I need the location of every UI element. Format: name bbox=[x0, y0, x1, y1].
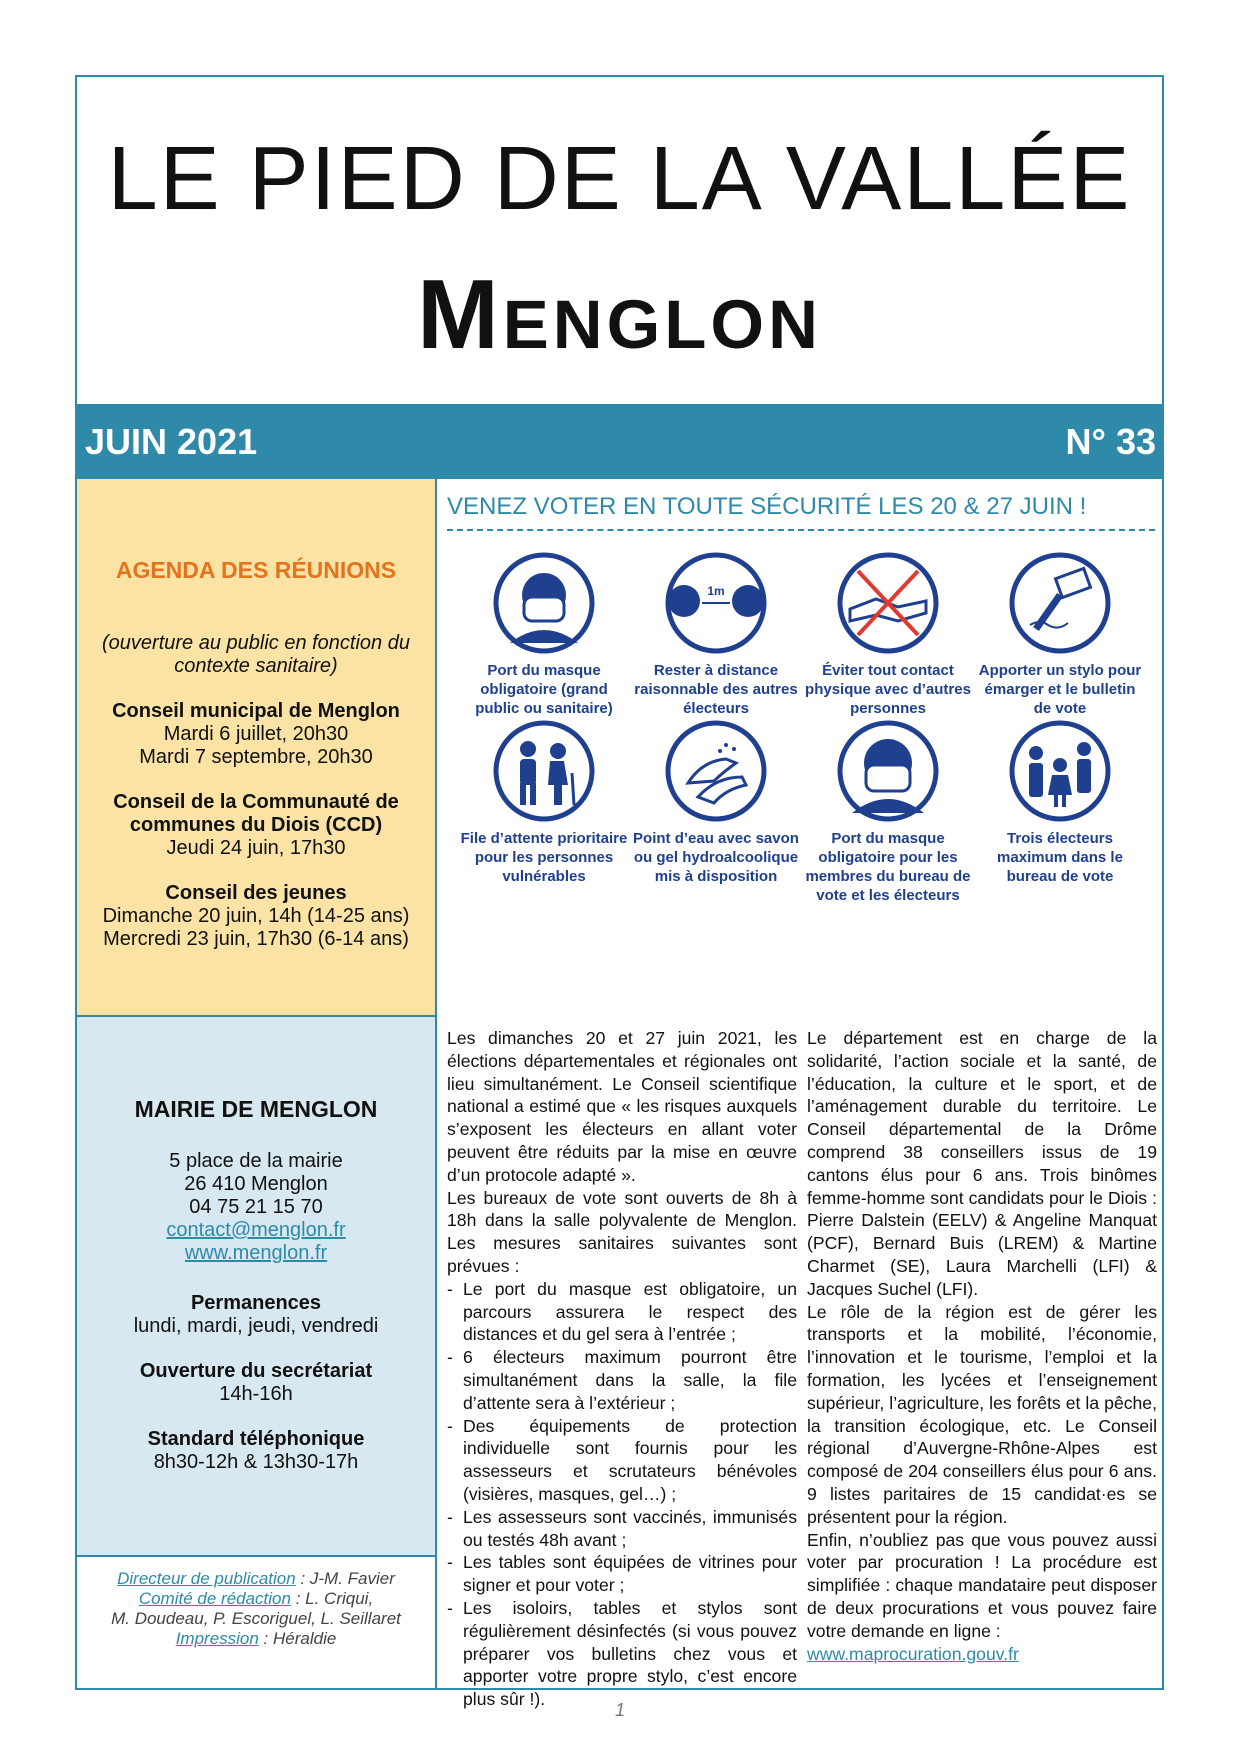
hours-block bbox=[77, 1292, 435, 1338]
list-item: - Les isoloirs, tables et stylos sont régulièrement désinfectés (si vous pouvez préparer vos bulletins chez vous et apporter votre propre stylo, c’est encore plus sûr !). bbox=[447, 1597, 797, 1711]
pictogram-caption: Point d’eau avec savon ou gel hydroalcoolique mis à disposition bbox=[633, 830, 799, 885]
mairie-heading: MAIRIE DE MENGLON bbox=[134, 1096, 378, 1122]
agenda-note: (ouverture au public en fonction du contexte sanitaire) bbox=[102, 632, 410, 677]
credits-box bbox=[77, 1555, 437, 1690]
credits-committee-value: M. Doudeau, P. Escoriguel, L. Seillaret bbox=[111, 1609, 401, 1628]
list-item: - Des équipements de protection individuelle sont fournis pour les assesseurs et scrutateurs bénévoles (visières, masques, gel…) ; bbox=[447, 1415, 797, 1506]
agenda-event-date: Dimanche 20 juin, 14h (14-25 ans) bbox=[102, 905, 410, 927]
hours-value: 8h30-12h & 13h30-17h bbox=[153, 1451, 359, 1473]
procuration-link[interactable]: www.maprocuration.gouv.fr bbox=[807, 1643, 1019, 1664]
pictogram bbox=[975, 551, 1145, 718]
newsletter-frame bbox=[75, 75, 1164, 1710]
credits-print-value: : Héraldie bbox=[258, 1629, 337, 1648]
agenda-event-title: Conseil municipal de Menglon bbox=[112, 700, 400, 722]
issue-bar bbox=[77, 404, 1162, 479]
agenda-box bbox=[77, 479, 437, 1015]
address-line: 5 place de la mairie bbox=[169, 1150, 343, 1172]
credits-director-label: Directeur de publication bbox=[117, 1569, 296, 1588]
pictogram-caption: Éviter tout contact physique avec d’autres personnes bbox=[805, 662, 971, 717]
article-column-1 bbox=[447, 1027, 797, 1711]
agenda-event-date: Jeudi 24 juin, 17h30 bbox=[166, 837, 346, 859]
distance-label: 1m bbox=[707, 584, 725, 598]
pictogram bbox=[631, 719, 801, 886]
pictogram bbox=[631, 551, 801, 718]
hours-value: lundi, mardi, jeudi, vendredi bbox=[133, 1315, 379, 1337]
hours-block bbox=[77, 1360, 435, 1406]
article-headline: VENEZ VOTER EN TOUTE SÉCURITÉ LES 20 & 27 JUIN ! bbox=[447, 493, 1155, 531]
agenda-event bbox=[77, 882, 435, 951]
measures-list bbox=[447, 1278, 797, 1711]
paragraph: Le rôle de la région est de gérer les transports et la mobilité, l’économie, l’innovation et le tourisme, l’emploi et la formation, les lycées et l’enseignement supérieur, l’agriculture, les forêts et la pêche, la transition écologique, etc. Le Conseil régional d’Auvergne-Rhône-Alpes est composé de 204 conseillers élus pour 6 ans. 9 listes paritaires de 15 candidat·es se présentent pour la région. bbox=[807, 1301, 1157, 1527]
pictogram-caption: Trois électeurs maximum dans le bureau de vote bbox=[997, 830, 1123, 885]
list-item: - Les assesseurs sont vaccinés, immunisés ou testés 48h avant ; bbox=[447, 1506, 797, 1552]
pictogram bbox=[803, 551, 973, 718]
agenda-heading: AGENDA DES RÉUNIONS bbox=[115, 557, 397, 583]
hand-gel-icon bbox=[664, 719, 768, 823]
mairie-hours bbox=[77, 1292, 435, 1496]
paragraph: Les dimanches 20 et 27 juin 2021, les élections départementales et régionales ont lieu simultanément. Le Conseil scientifique national a estimé que « les risques auxquels s’exposent les électeurs en allant voter peuvent être réduits par la mise en œuvre d’un protocole adapté ». bbox=[447, 1028, 797, 1185]
distance-icon bbox=[664, 551, 768, 655]
issue-number: N° 33 bbox=[1065, 421, 1156, 462]
paragraph: Les bureaux de vote sont ouverts de 8h à 18h dans la salle polyvalente de Menglon. Les mesures sanitaires suivantes sont prévues : bbox=[447, 1187, 797, 1276]
hours-title: Ouverture du secrétariat bbox=[139, 1360, 373, 1382]
list-item: - Les tables sont équipées de vitrines pour signer et pour voter ; bbox=[447, 1551, 797, 1597]
hours-title: Permanences bbox=[190, 1292, 322, 1314]
pictogram bbox=[975, 719, 1145, 886]
credits-director-value: : J-M. Favier bbox=[295, 1569, 395, 1588]
pictogram-caption: Port du masque obligatoire pour les membres du bureau de vote et les électeurs bbox=[805, 830, 971, 904]
page-number: 1 bbox=[614, 1700, 625, 1720]
credits-committee-label: Comité de rédaction bbox=[138, 1589, 291, 1608]
mairie-address bbox=[77, 1150, 435, 1265]
hours-value: 14h-16h bbox=[219, 1383, 293, 1405]
pictogram-caption: Port du masque obligatoire (grand public ou sanitaire) bbox=[475, 662, 613, 717]
agenda-event bbox=[77, 700, 435, 769]
pictogram-caption: File d’attente prioritaire pour les personnes vulnérables bbox=[460, 830, 628, 885]
priority-queue-icon bbox=[492, 719, 596, 823]
agenda-event-title: Conseil des jeunes bbox=[165, 882, 347, 904]
agenda-event-date: Mardi 6 juillet, 20h30 bbox=[163, 723, 349, 745]
no-handshake-icon bbox=[836, 551, 940, 655]
pictogram bbox=[803, 719, 973, 905]
pictogram-caption: Apporter un stylo pour émarger et le bulletin de vote bbox=[978, 662, 1142, 717]
hours-block bbox=[77, 1428, 435, 1474]
pen-icon bbox=[1008, 551, 1112, 655]
credits-print-label: Impression bbox=[175, 1629, 259, 1648]
pictogram bbox=[459, 719, 629, 886]
issue-date: JUIN 2021 bbox=[85, 421, 258, 462]
paragraph: Le département est en charge de la solidarité, l’action sociale et la santé, de l’éducation, la culture et le sport, et de l’aménagement durable du territoire. Le Conseil départemental de la Drôme comprend 38 conseillers issus de 19 cantons élus pour 6 ans. Trois binômes femme-homme sont candidats pour le Diois : Pierre Dalstein (EELV) & Angeline Manquat (PCF), Bernard Buis (LREM) & Martine Charmet (SE), Laura Marchelli (LFI) & Jacques Suchel (LFI). bbox=[807, 1028, 1157, 1299]
town-name: Menglon bbox=[417, 259, 822, 369]
agenda-event bbox=[77, 791, 435, 860]
list-item: - 6 électeurs maximum pourront être simultanément dans la salle, la file d’attente sera à l’extérieur ; bbox=[447, 1346, 797, 1414]
phone-number: 04 75 21 15 70 bbox=[189, 1196, 323, 1218]
agenda-event-title: Conseil de la Communauté de communes du Diois (CCD) bbox=[113, 791, 399, 836]
list-item: - Le port du masque est obligatoire, un parcours assurera le respect des distances et du gel sera à l’entrée ; bbox=[447, 1278, 797, 1346]
address-line: 26 410 Menglon bbox=[184, 1173, 328, 1195]
mask-staff-icon bbox=[836, 719, 940, 823]
pictogram-caption: Rester à distance raisonnable des autres électeurs bbox=[634, 662, 798, 717]
website-link[interactable]: www.menglon.fr bbox=[184, 1242, 328, 1264]
masthead bbox=[77, 77, 1162, 404]
email-link[interactable]: contact@menglon.fr bbox=[166, 1219, 346, 1241]
mask-icon bbox=[492, 551, 596, 655]
pictogram bbox=[459, 551, 629, 718]
main-column bbox=[439, 479, 1162, 1710]
mairie-box bbox=[77, 1015, 437, 1555]
agenda-event-date: Mercredi 23 juin, 17h30 (6-14 ans) bbox=[103, 928, 409, 950]
newsletter-title: LE PIED DE LA VALLÉE bbox=[107, 129, 1132, 229]
agenda-event-date: Mardi 7 septembre, 20h30 bbox=[139, 746, 373, 768]
credits-committee-value: : L. Criqui, bbox=[290, 1589, 374, 1608]
paragraph: Enfin, n’oubliez pas que vous pouvez aussi voter par procuration ! La procédure est simplifiée : chaque mandataire peut disposer de deux procurations et vous pouvez faire votre demande en ligne : bbox=[807, 1529, 1157, 1641]
article-column-2 bbox=[807, 1027, 1157, 1665]
hours-title: Standard téléphonique bbox=[147, 1428, 365, 1450]
agenda-events bbox=[77, 700, 435, 973]
three-voters-icon bbox=[1008, 719, 1112, 823]
